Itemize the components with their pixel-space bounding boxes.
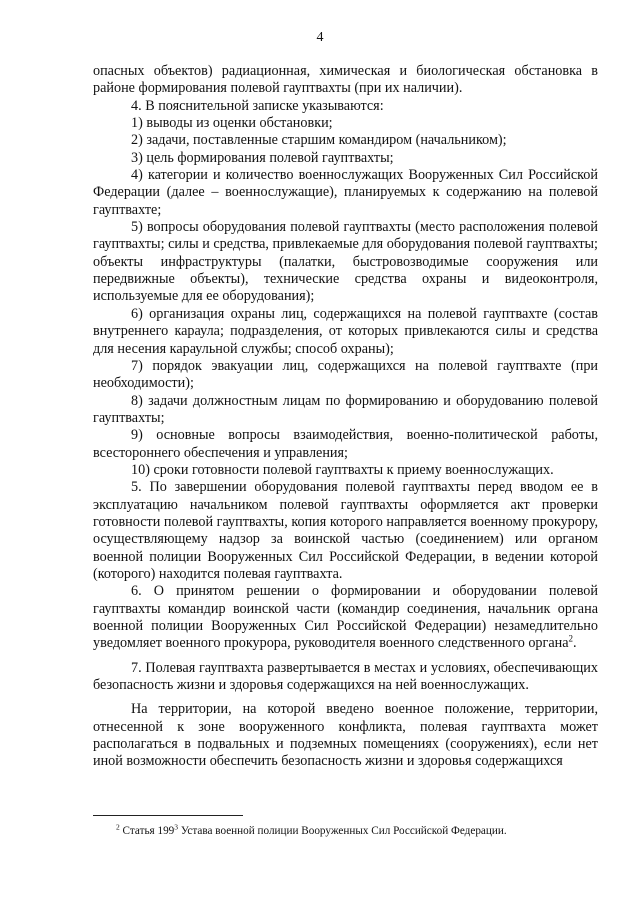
footnote-divider bbox=[93, 815, 243, 816]
paragraph: 7. Полевая гауптвахта развертывается в местах и условиях, обеспечивающих безопасность жизни и здоровья содержащихся на ней военнослужащих. bbox=[93, 659, 598, 694]
paragraph: опасных объектов) радиационная, химическая и биологическая обстановка в районе формирования полевой гауптвахты (при их наличии). bbox=[93, 63, 598, 97]
document-body bbox=[93, 63, 598, 771]
list-item: 10) сроки готовности полевой гауптвахты к приему военнослужащих. bbox=[131, 461, 554, 478]
list-item: 4) категории и количество военнослужащих Вооруженных Сил Российской Федерации (далее – военнослужащие), планируемых к содержанию на полевой гауптвахте; bbox=[93, 167, 598, 218]
list-item: 8) задачи должностным лицам по формированию и оборудованию полевой гауптвахты; bbox=[93, 392, 598, 426]
paragraph: На территории, на которой введено военное положение, территории, отнесенной к зоне вооруженного конфликта, полевая гауптвахта может располагаться в подвальных и подземных помещениях (сооружениях), если нет иной возможности обеспечить безопасность жизни и здоровья содержащихся bbox=[93, 701, 598, 770]
list-item: 5) вопросы оборудования полевой гауптвахты (место расположения полевой гауптвахты; силы и средства, привлекаемые для оборудования полевой гауптвахты; объекты инфраструктуры (палатки, быстровозводимые сооружения или передвижные объекты), технические средства охраны и видеоконтроля, используемые для ее оборудования); bbox=[93, 219, 598, 305]
list-item: 9) основные вопросы взаимодействия, военно-политической работы, всестороннего обеспечения и управления; bbox=[93, 427, 598, 461]
paragraph-with-footnote bbox=[93, 583, 598, 652]
footnote-text: Статья 199 bbox=[122, 825, 175, 837]
list-item: 7) порядок эвакуации лиц, содержащихся на полевой гауптвахте (при необходимости); bbox=[93, 357, 598, 392]
list-item: 6) организация охраны лиц, содержащихся на полевой гауптвахте (состав внутреннего караула; подразделения, от которых привлекаются силы и средства для несения караульной службы; способ охраны); bbox=[93, 305, 598, 357]
page-number: 4 bbox=[316, 30, 324, 45]
paragraph-text: 6. О принятом решении о формировании и оборудовании полевой гауптвахты командир воинской части (командир соединения, начальник органа военной полиции Вооруженных Сил Российской Федерации) незамедлительно уведомляет военного прокурора, руководителя военного следственного органа bbox=[93, 583, 598, 652]
footnote-marker: 2 bbox=[116, 822, 120, 832]
list-item: 3) цель формирования полевой гауптвахты; bbox=[131, 149, 394, 166]
footnote-text-rest: Устава военной полиции Вооруженных Сил Российской Федерации. bbox=[178, 825, 507, 837]
footnote-reference[interactable]: 2 bbox=[568, 633, 574, 644]
list-item: 1) выводы из оценки обстановки; bbox=[131, 115, 333, 132]
paragraph: 4. В пояснительной записке указываются: bbox=[131, 97, 384, 114]
paragraph-end: . bbox=[573, 635, 577, 652]
paragraph: 5. По завершении оборудования полевой гауптвахты перед вводом ее в эксплуатацию начальником полевой гауптвахты оформляется акт проверки готовности полевой гауптвахты, копия которого направляется военному прокурору, осуществляющему надзор за воинской частью (соединением) или органом военной полиции Вооруженных Сил Российской Федерации, в ведении которой (которого) находится полевая гауптвахта. bbox=[93, 479, 598, 582]
list-item: 2) задачи, поставленные старшим командиром (начальником); bbox=[131, 132, 507, 149]
footnote-article-superscript: 3 bbox=[174, 822, 179, 832]
footnote bbox=[116, 824, 616, 838]
